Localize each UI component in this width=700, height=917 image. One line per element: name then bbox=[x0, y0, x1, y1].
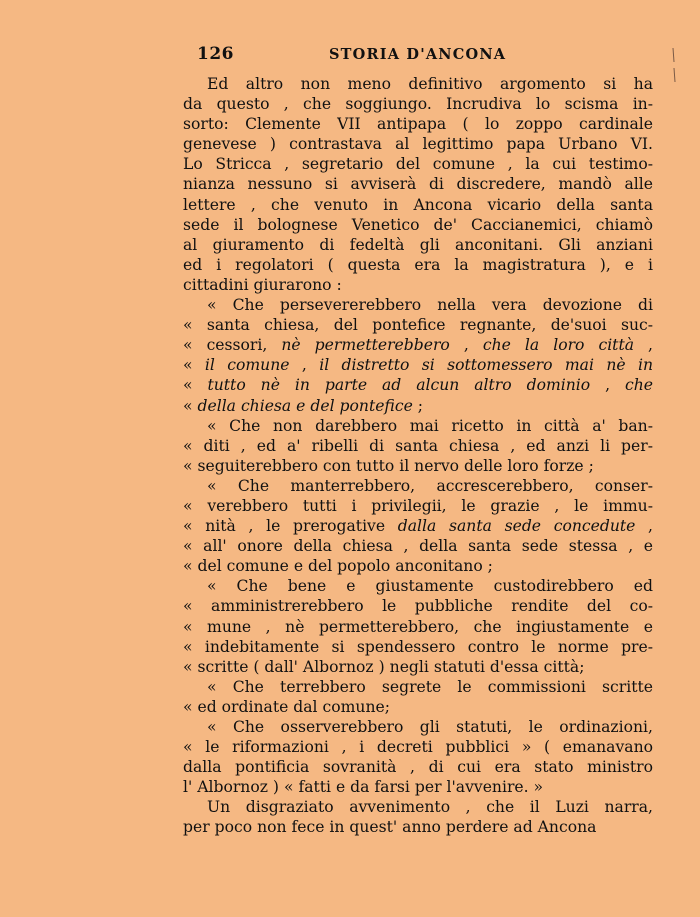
text-segment: « bbox=[183, 396, 198, 415]
text-line bbox=[183, 777, 653, 797]
text-segment: « seguiterebbero con tutto il nervo delle loro forze ; bbox=[183, 456, 594, 475]
text-line bbox=[183, 456, 653, 476]
text-line bbox=[183, 476, 653, 496]
text-line bbox=[183, 396, 653, 416]
text-line bbox=[183, 134, 653, 154]
text-segment: , bbox=[449, 336, 483, 355]
text-line bbox=[183, 94, 653, 114]
text-segment: « Che terrebbero segrete le commissioni scritte bbox=[207, 677, 653, 696]
italic-text-segment: il comune bbox=[204, 356, 290, 375]
text-segment: « all' onore della chiesa , della santa sede stessa , e bbox=[183, 537, 653, 556]
text-line bbox=[183, 797, 653, 817]
text-segment: da questo , che soggiungo. Incrudiva lo scisma in- bbox=[183, 95, 653, 114]
text-segment: l' Albornoz ) « fatti e da farsi per l'avvenire. » bbox=[183, 778, 544, 797]
text-segment: « indebitamente si spendessero contro le norme pre- bbox=[183, 637, 653, 656]
text-segment: « ed ordinate dal comune; bbox=[183, 697, 390, 716]
text-segment: « Che osserverebbero gli statuti, le ordinazioni, bbox=[207, 718, 653, 736]
text-line bbox=[183, 74, 653, 94]
text-segment: , bbox=[590, 376, 625, 395]
text-line bbox=[183, 416, 653, 436]
text-line bbox=[183, 717, 653, 737]
text-segment: « mune , nè permetterebbero, che ingiustamente e bbox=[183, 617, 653, 636]
text-segment: sede il bolognese Venetico de' Caccianemici, chiamò bbox=[183, 215, 653, 234]
text-segment: « nità , le prerogative bbox=[183, 517, 398, 536]
text-segment: al giuramento di fedeltà gli anconitani. Gli anziani bbox=[183, 235, 653, 254]
italic-text-segment: che la loro città bbox=[482, 336, 635, 355]
italic-text-segment: della chiesa e del pontefice bbox=[197, 396, 413, 415]
text-segment: « Che persevererebbero nella vera devozione di bbox=[207, 296, 653, 315]
body-text bbox=[183, 74, 653, 838]
text-segment: « le riformazioni , i decreti pubblici » ( emanavano bbox=[183, 738, 653, 757]
text-line bbox=[183, 516, 653, 536]
text-segment: , bbox=[635, 517, 653, 536]
text-line bbox=[183, 757, 653, 777]
text-segment: « cessori, bbox=[183, 336, 282, 355]
text-segment: , bbox=[634, 336, 653, 355]
text-line bbox=[183, 235, 653, 255]
italic-text-segment: che bbox=[625, 376, 653, 395]
text-segment: « diti , ed a' ribelli di santa chiesa , ed anzi li per- bbox=[183, 436, 653, 455]
text-line bbox=[183, 596, 653, 616]
text-segment: « verebbero tutti i privilegii, le grazie , le immu- bbox=[183, 496, 653, 515]
text-segment: per poco non fece in quest' anno perdere ad Ancona bbox=[183, 818, 597, 837]
text-segment: « Che manterrebbero, accrescerebbero, conser- bbox=[207, 476, 653, 495]
page-edge-mark bbox=[672, 46, 674, 86]
text-line bbox=[183, 315, 653, 335]
text-line bbox=[183, 677, 653, 697]
italic-text-segment: il distretto si sottomessero mai nè in bbox=[319, 356, 653, 375]
text-line bbox=[183, 174, 653, 194]
text-line bbox=[183, 436, 653, 456]
page-edge-line bbox=[672, 46, 676, 86]
text-segment: « scritte ( dall' Albornoz ) negli statuti d'essa città; bbox=[183, 657, 585, 676]
text-segment: « amministrerebbero le pubbliche rendite del co- bbox=[183, 597, 653, 616]
text-line bbox=[183, 114, 653, 134]
text-segment: cittadini giurarono : bbox=[183, 275, 342, 294]
text-segment: « bbox=[183, 376, 208, 395]
text-line bbox=[183, 355, 653, 375]
text-segment: dalla pontificia sovranità , di cui era stato ministro bbox=[183, 758, 653, 777]
text-line bbox=[183, 817, 653, 837]
text-line bbox=[183, 295, 653, 315]
text-segment: lettere , che venuto in Ancona vicario della santa bbox=[183, 195, 653, 214]
running-head bbox=[183, 43, 653, 65]
text-segment: ; bbox=[412, 396, 424, 415]
text-segment: « Che non darebbero mai ricetto in città a' ban- bbox=[207, 416, 653, 435]
italic-text-segment: tutto nè in parte ad alcun altro dominio bbox=[207, 376, 591, 395]
text-segment: genevese ) contrastava al legittimo papa Urbano VI. bbox=[183, 135, 653, 154]
text-segment: « bbox=[183, 356, 205, 375]
text-segment: Un disgraziato avvenimento , che il Luzi narra, bbox=[207, 798, 653, 817]
text-line bbox=[183, 215, 653, 235]
text-segment: sorto: Clemente VII antipapa ( lo zoppo cardinale bbox=[183, 115, 653, 134]
text-segment: ed i regolatori ( questa era la magistratura ), e i bbox=[183, 255, 653, 274]
text-segment: « del comune e del popolo anconitano ; bbox=[183, 557, 493, 576]
text-line bbox=[183, 255, 653, 275]
page-number: 126 bbox=[197, 44, 234, 64]
text-line bbox=[183, 496, 653, 516]
text-line bbox=[183, 576, 653, 596]
text-line bbox=[183, 536, 653, 556]
text-line bbox=[183, 737, 653, 757]
text-segment: Lo Stricca , segretario del comune , la cui testimo- bbox=[183, 155, 653, 174]
text-line bbox=[183, 195, 653, 215]
text-segment: « santa chiesa, del pontefice regnante, de'suoi suc- bbox=[183, 316, 653, 335]
running-title: STORIA D'ANCONA bbox=[329, 46, 507, 63]
text-line bbox=[183, 697, 653, 717]
text-line bbox=[183, 154, 653, 174]
text-segment: , bbox=[289, 356, 320, 375]
text-line bbox=[183, 637, 653, 657]
text-segment: « Che bene e giustamente custodirebbero ed bbox=[207, 577, 653, 596]
text-line bbox=[183, 657, 653, 677]
italic-text-segment: dalla santa sede concedute bbox=[397, 517, 636, 536]
text-line bbox=[183, 335, 653, 355]
italic-text-segment: nè permetterebbero bbox=[281, 336, 450, 355]
text-segment: nianza nessuno si avviserà di discredere, mandò alle bbox=[183, 175, 653, 194]
text-line bbox=[183, 375, 653, 395]
text-line bbox=[183, 556, 653, 576]
text-segment: Ed altro non meno definitivo argomento si ha bbox=[207, 75, 653, 93]
text-line bbox=[183, 275, 653, 295]
text-line bbox=[183, 617, 653, 637]
